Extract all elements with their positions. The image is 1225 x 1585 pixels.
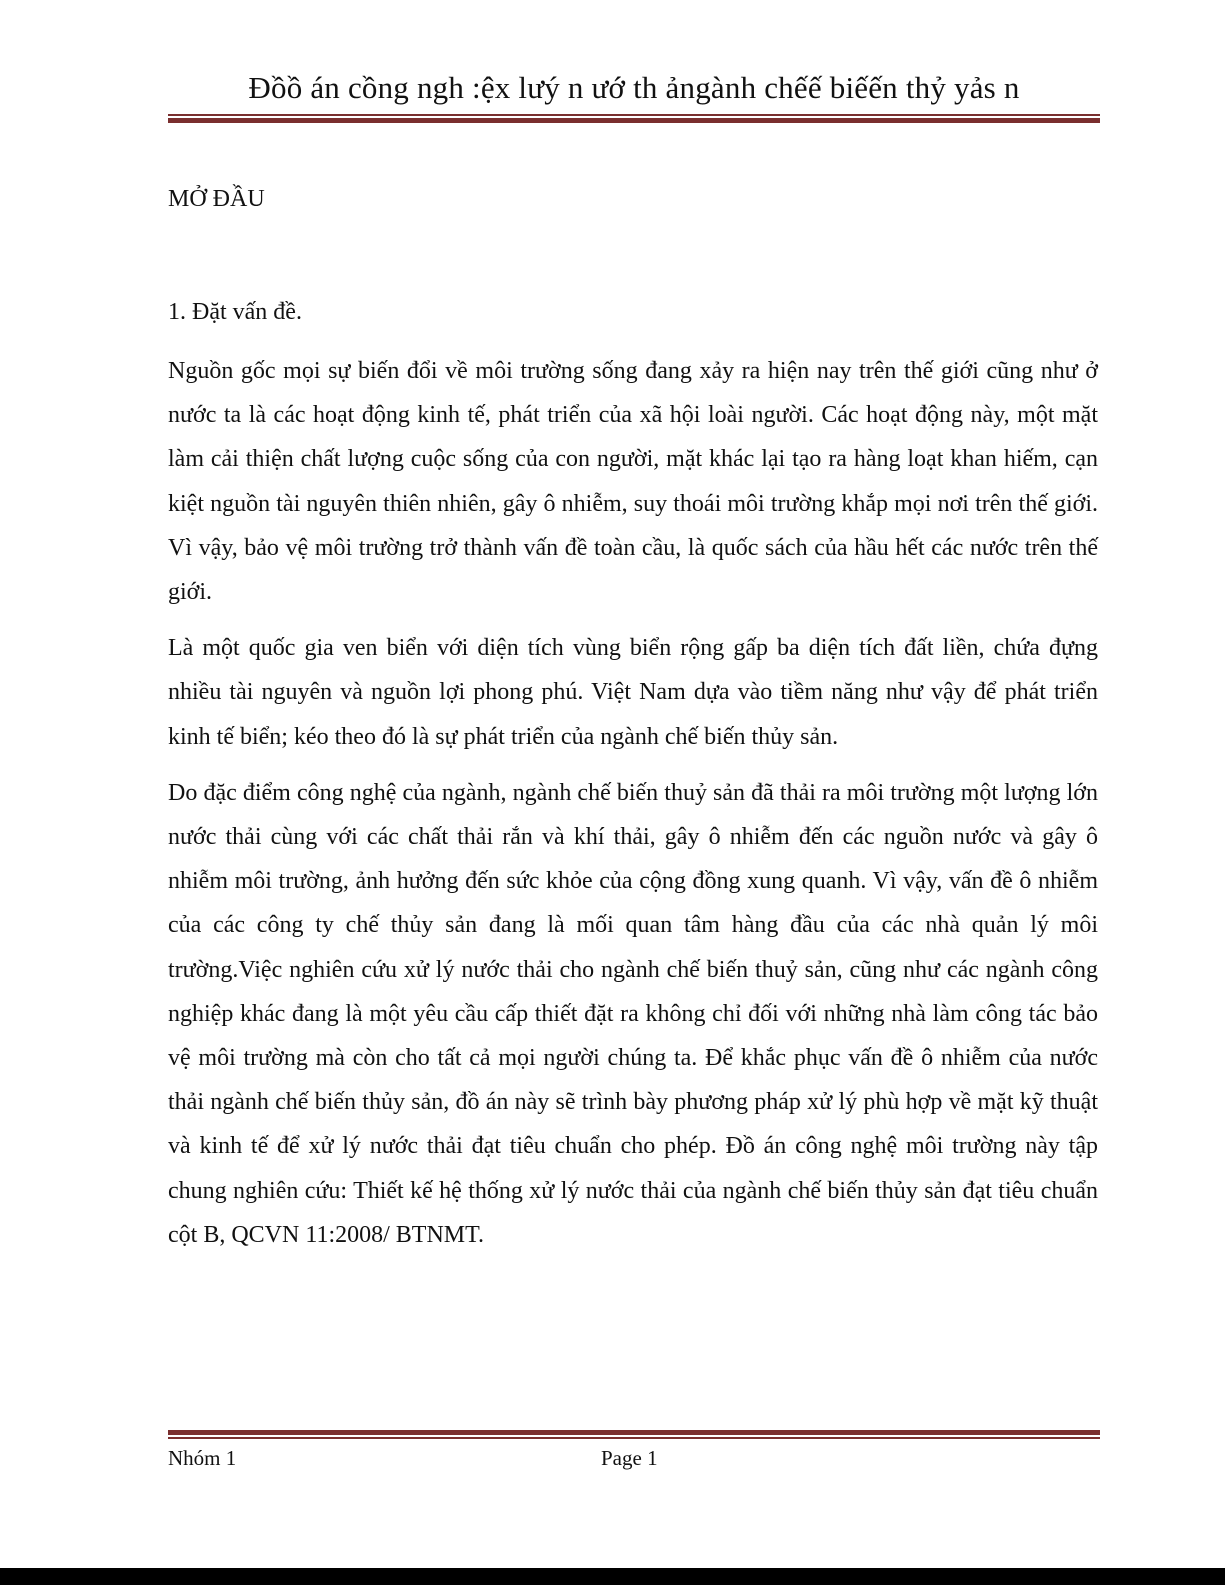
paragraph: Nguồn gốc mọi sự biến đổi về môi trường sống đang xảy ra hiện nay trên thế giới cũng như ở nước ta là các hoạt động kinh tế, phát triển của xã hội loài người. Các hoạt động này, một mặt làm cải thiện chất lượng cuộc sống của con người, mặt khác lại tạo ra hàng loạt khan hiếm, cạn kiệt nguồn tài nguyên thiên nhiên, gây ô nhiễm, suy thoái môi trường khắp mọi nơi trên thế giới. Vì vậy, bảo vệ môi trường trở thành vấn đề toàn cầu, là quốc sách của hầu hết các nước trên thế giới. xyxy=(168,358,1098,606)
footer-rule-thick-line xyxy=(168,1430,1100,1435)
page-bottom-border xyxy=(0,1568,1225,1585)
footer-rule xyxy=(168,1430,1100,1439)
body-text xyxy=(168,349,1098,1269)
footer-page-number: Page 1 xyxy=(601,1446,658,1470)
running-header: Đồồ án cồng ngh :ệx lưý n ướ th ảngành chếế biếến thỷ yảs n xyxy=(248,70,1020,105)
section-title: MỞ ĐẦU xyxy=(168,186,265,212)
header-rule-thin-line xyxy=(168,114,1100,116)
subsection-title: 1. Đặt vấn đề. xyxy=(168,299,302,325)
header-rule xyxy=(168,114,1100,123)
paragraph: Là một quốc gia ven biển với diện tích vùng biển rộng gấp ba diện tích đất liền, chứa đựng nhiều tài nguyên và nguồn lợi phong phú. Việt Nam dựa vào tiềm năng như vậy để phát triển kinh tế biển; kéo theo đó là sự phát triển của ngành chế biến thủy sản. xyxy=(168,635,1098,750)
footer-rule-thin-line xyxy=(168,1437,1100,1439)
header-rule-thick-line xyxy=(168,118,1100,123)
paragraph: Do đặc điểm công nghệ của ngành, ngành chế biến thuỷ sản đã thải ra môi trường một lượng lớn nước thải cùng với các chất thải rắn và khí thải, gây ô nhiễm đến các nguồn nước và gây ô nhiễm môi trường, ảnh hưởng đến sức khỏe của cộng đồng xung quanh. Vì vậy, vấn đề ô nhiễm của các công ty chế thủy sản đang là mối quan tâm hàng đầu của các nhà quản lý môi trường.Việc nghiên cứu xử lý nước thải cho ngành chế biến thuỷ sản, cũng như các ngành công nghiệp khác đang là một yêu cầu cấp thiết đặt ra không chỉ đối với những nhà làm công tác bảo vệ môi trường mà còn cho tất cả mọi người chúng ta. Để khắc phục vấn đề ô nhiễm của nước thải ngành chế biến thủy sản, đồ án này sẽ trình bày phương pháp xử lý phù hợp về mặt kỹ thuật và kinh tế để xử lý nước thải đạt tiêu chuẩn cho phép. Đồ án công nghệ môi trường này tập chung nghiên cứu: Thiết kế hệ thống xử lý nước thải của ngành chế biến thủy sản đạt tiêu chuẩn cột B, QCVN 11:2008/ BTNMT. xyxy=(168,779,1098,1248)
footer-group-label: Nhóm 1 xyxy=(168,1446,237,1470)
